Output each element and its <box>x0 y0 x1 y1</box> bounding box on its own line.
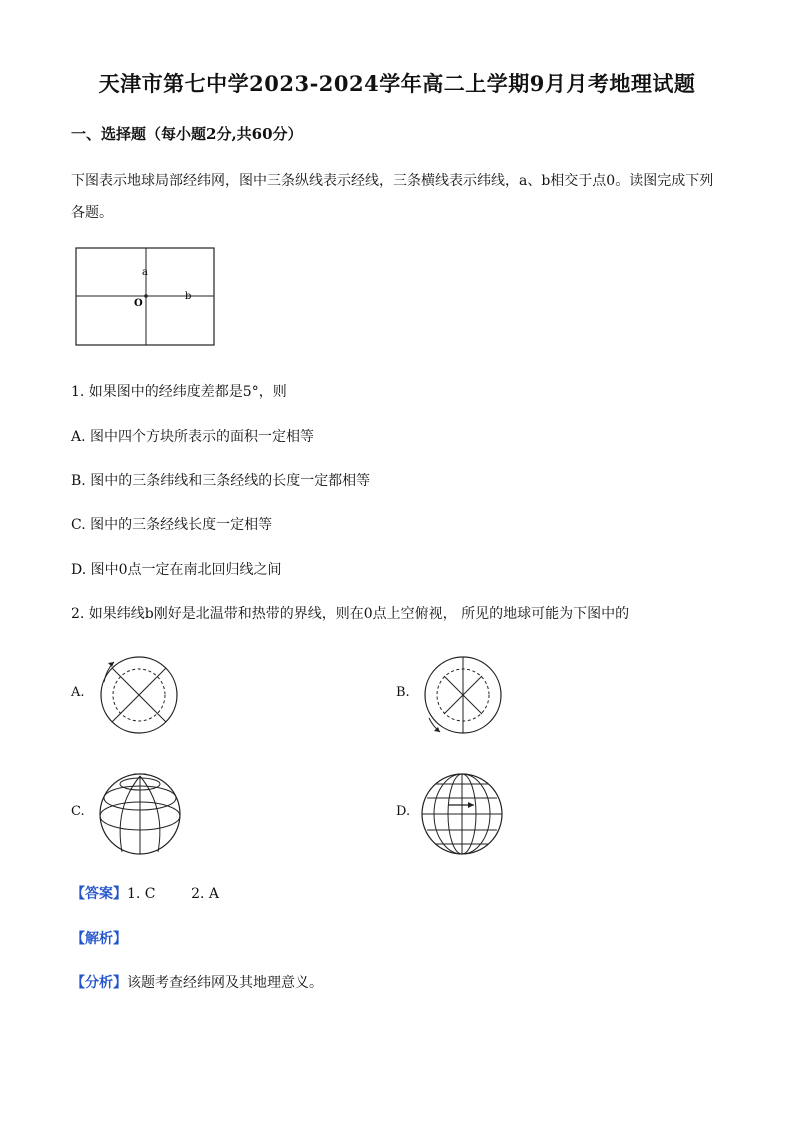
globe-d-figure <box>416 768 508 860</box>
fenxi-text: 该题考查经纬网及其地理意义。 <box>127 975 323 991</box>
label-a: a <box>142 267 148 278</box>
label-b: b <box>185 291 192 302</box>
q1-stem: 1. 如果图中的经纬度差都是5°，则 <box>71 384 287 400</box>
q1-option-a: A. 图中四个方块所表示的面积一定相等 <box>71 429 315 445</box>
q2-stem: 2. 如果纬线b刚好是北温带和热带的界线，则在0点上空俯视， 所见的地球可能为下图中的 <box>71 606 630 622</box>
page-title: 天津市第七中学2023-2024学年高二上学期9月月考地理试题 <box>98 71 696 96</box>
analysis-tag: 【解析】 <box>71 931 127 947</box>
fig-b-label: B. <box>396 685 410 700</box>
q1-option-c: C. 图中的三条经线长度一定相等 <box>71 517 273 533</box>
globe-d-arrowhead <box>468 802 474 808</box>
answer-text: 1. C 2. A <box>127 886 220 902</box>
analysis-line <box>71 928 127 948</box>
globe-b-figure <box>418 650 508 742</box>
fig-d-label: D. <box>396 804 411 819</box>
q1-option-b: B. 图中的三条纬线和三条经线的长度一定都相等 <box>71 473 371 489</box>
globe-a-figure <box>94 650 184 740</box>
globe-c-figure <box>94 768 186 860</box>
fig-c-label: C. <box>71 804 85 819</box>
intro-line-2: 各题。 <box>71 205 113 221</box>
point-o <box>144 294 148 298</box>
graticule-figure <box>74 246 216 347</box>
fenxi-line <box>71 972 323 992</box>
fenxi-tag: 【分析】 <box>71 975 127 991</box>
q1-option-d: D. 图中0点一定在南北回归线之间 <box>71 562 282 578</box>
answer-tag: 【答案】 <box>71 886 127 902</box>
fig-a-label: A. <box>71 685 85 700</box>
intro-line-1: 下图表示地球局部经纬网，图中三条纵线表示经线，三条横线表示纬线，a、b相交于点0。读图完成下列 <box>71 173 714 189</box>
section-heading: 一、选择题（每小题2分,共60分） <box>71 125 303 143</box>
answer-line <box>71 883 219 903</box>
label-o: O <box>134 298 143 309</box>
intro-paragraph <box>71 165 731 229</box>
